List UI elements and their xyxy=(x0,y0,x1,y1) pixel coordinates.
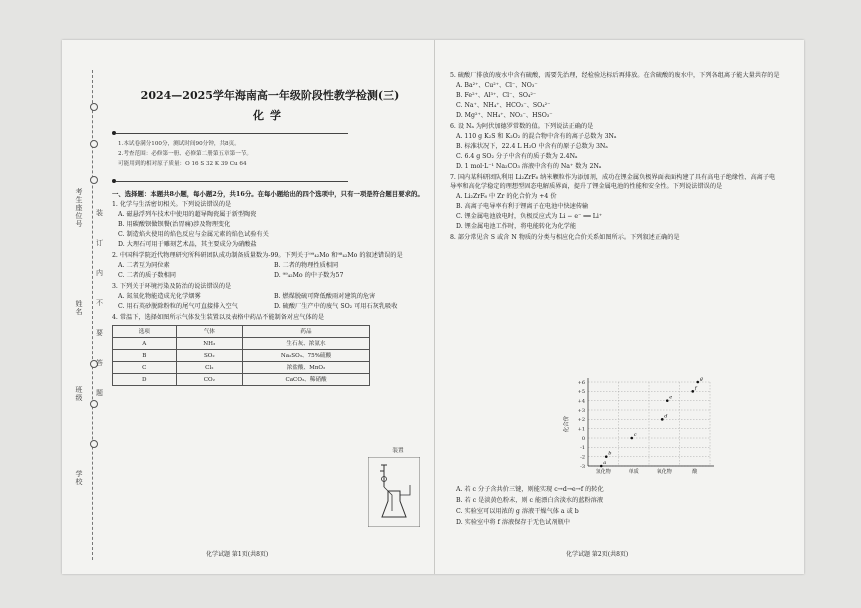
table-row xyxy=(113,350,370,362)
data-point xyxy=(661,418,664,421)
y-tick-label: +2 xyxy=(577,417,585,424)
option: D. ⁹⁹₄₂Mo 的中子数为57 xyxy=(274,272,344,280)
x-category-label: 单质 xyxy=(628,469,639,475)
binding-hole xyxy=(90,400,98,408)
q8-options xyxy=(450,484,780,528)
option: B. 高离子电导率有利于锂离子在电池中快速传输 xyxy=(456,202,589,210)
point-label: c xyxy=(633,432,637,438)
question-stem: 5. 硫酸厂排放的废水中含有硫酸，需要先治理，经检验达标后再排放。在含硫酸的废水中，下列各组离子能大量共存的是 xyxy=(450,72,780,79)
option: C. 二者的质子数相同 xyxy=(118,272,176,280)
table-cell: CaCO₃、稀硝酸 xyxy=(243,374,370,386)
option-row xyxy=(112,292,428,302)
question-stem: 3. 下列关于环境污染及防治的说法错误的是 xyxy=(112,283,232,291)
y-axis-label: 化合价 xyxy=(564,415,570,433)
note-item: 1.本试卷满分100分，测试时间90分钟，共8页。 xyxy=(118,140,240,147)
point-label: a xyxy=(603,460,607,466)
data-point xyxy=(691,390,694,393)
option: D. 锂金属电池工作时，将电能转化为化学能 xyxy=(456,222,577,230)
left-page xyxy=(112,88,428,386)
gas-generator-apparatus xyxy=(368,457,420,527)
table-cell: SO₂ xyxy=(176,350,242,362)
y-tick-label: +3 xyxy=(577,407,585,414)
binding-hole xyxy=(90,440,98,448)
data-point xyxy=(605,455,608,458)
label-class: 班级 xyxy=(75,386,83,402)
x-category-label: 酸 xyxy=(692,469,698,475)
question-stem: 6. 设 Nₐ 为阿伏加德罗常数的值。下列说法正确的是 xyxy=(450,122,594,130)
table-cell: D xyxy=(113,374,177,386)
binding-char: 题 xyxy=(96,389,103,397)
binding-hole xyxy=(90,103,98,111)
binding-hole xyxy=(90,176,98,184)
table-cell: C xyxy=(113,362,177,374)
table-cell: Na₂SO₃、75%硫酸 xyxy=(243,350,370,362)
data-point xyxy=(696,381,699,384)
binding-hole xyxy=(90,140,98,148)
option: D. 硫酸厂生产中的废气 SO₂ 可用石灰乳吸收 xyxy=(274,303,398,311)
option: D. 实验室中将 f 溶液保存于无色试剂瓶中 xyxy=(456,518,570,526)
question-stem: 7. 国内某科研团队利用 Li₂ZrF₆ 纳米颗粒作为添加剂，成功在锂金属负极界面表面构建了具有高电子绝缘性、高离子电导率和高化学稳定的理想型固态电解质界面，提升了锂金属电池的性能和安全性。下列说法错误的是 xyxy=(450,173,776,190)
y-tick-label: 0 xyxy=(581,435,585,442)
option: A. 若 c 分子含共价三键，则能实现 c→d→e→f 的转化 xyxy=(456,486,604,493)
section-heading: 一、选择题：本题共8小题，每小题2分，共16分。在每小题给出的四个选项中，只有一项是符合题目要求的。 xyxy=(112,190,424,199)
y-tick-label: -3 xyxy=(580,463,585,470)
option: B. 二者的物理性质相同 xyxy=(274,262,339,270)
option: A. Ba²⁺、Cu²⁺、Cl⁻、NO₃⁻ xyxy=(456,81,538,89)
point-label: f xyxy=(694,385,697,392)
x-category-label: 氢化物 xyxy=(595,469,611,475)
point-label: b xyxy=(608,450,612,457)
y-tick-label: +6 xyxy=(577,379,585,386)
option: A. 氮氧化物能造成光化学烟雾 xyxy=(118,293,201,301)
label-name: 姓名 xyxy=(75,300,83,316)
question-stem: 8. 部分常见含 S 或含 N 物质的分类与相应化合价关系如图所示。下列叙述正确的是 xyxy=(450,233,680,241)
binding-char: 要 xyxy=(96,329,103,337)
binding-char: 内 xyxy=(96,269,103,277)
option: C. 锂金属电池放电时，负极反应式为 Li − e⁻ ══ Li⁺ xyxy=(456,212,603,220)
table-header: 选项 xyxy=(113,326,177,338)
binding-char: 答 xyxy=(96,359,103,367)
option: B. 燃煤脱硫可降低酸雨对建筑的危害 xyxy=(274,293,376,301)
option: C. 制造焰火使用的焰色反应与金属元素的焰色试验有关 xyxy=(118,231,269,239)
exam-subject: 化学 xyxy=(253,108,287,122)
apparatus-header: 装置 xyxy=(392,448,404,454)
option: D. 大理石可用于雕刻艺术品，其主要成分为硝酸盐 xyxy=(118,241,257,249)
option: A. 110 g K₂S 和 K₂O₂ 的混合物中含有的离子总数为 3Nₐ xyxy=(456,132,617,140)
valence-chart xyxy=(560,374,750,478)
divider-bottom xyxy=(112,178,428,184)
option: D. Mg²⁺、NH₄⁺、NO₃⁻、HSO₃⁻ xyxy=(456,111,553,119)
table-header: 药品 xyxy=(243,326,370,338)
option-row xyxy=(112,261,428,271)
point-label: g xyxy=(699,376,703,382)
table-cell: 浓盐酸、MnO₂ xyxy=(243,362,370,374)
y-tick-label: +4 xyxy=(577,398,585,405)
data-point xyxy=(600,465,603,468)
table-cell: Cl₂ xyxy=(176,362,242,374)
note-item: 可能用到的相对原子质量：O 16 S 32 K 39 Cu 64 xyxy=(118,161,247,168)
binding-char: 装 xyxy=(96,209,103,217)
binding-char: 订 xyxy=(96,239,103,247)
right-page xyxy=(450,70,780,243)
exam-title: 2024—2025学年海南高一年级阶段性教学检测(三) xyxy=(140,89,400,102)
page-fold xyxy=(434,40,435,574)
y-tick-label: -2 xyxy=(580,454,585,461)
table-cell: NH₃ xyxy=(176,338,242,350)
table-row xyxy=(113,338,370,350)
table-header: 气体 xyxy=(176,326,242,338)
data-point xyxy=(666,399,669,402)
y-tick-label: -1 xyxy=(580,445,585,452)
question-stem: 4. 常温下，选择如图所示气体发生装置以及表格中药品不能制备对应气体的是 xyxy=(112,314,325,322)
option: A. 磁悬浮列车技术中使用的超导陶瓷属于新型陶瓷 xyxy=(118,211,257,219)
point-label: d xyxy=(664,413,668,420)
table-row xyxy=(113,362,370,374)
question-stem: 2. 中国科学院近代物理研究所科研团队成功制备质量数为-99。下列关于⁹⁹₄₂Mo 和⁹⁸₄₂Mo 的叙述错误的是 xyxy=(112,252,403,260)
label-school: 学校 xyxy=(75,470,83,486)
option: C. 实验室可以用浓的 g 溶液干燥气体 a 或 b xyxy=(456,507,579,515)
divider-top xyxy=(112,130,428,136)
table-row xyxy=(113,374,370,386)
option: C. 6.4 g SO₂ 分子中含有的质子数为 2.4Nₐ xyxy=(456,152,578,160)
page-footer-right: 化学试题 第2页(共8页) xyxy=(566,551,629,558)
table-cell: A xyxy=(113,338,177,350)
option: B. 用碳酸钡做钡餐(治胃痛)涉及物理变化 xyxy=(118,221,231,229)
binding-char: 不 xyxy=(96,299,103,307)
question-stem: 1. 化学与生活密切相关。下列说法错误的是 xyxy=(112,201,232,209)
x-category-label: 氧化物 xyxy=(656,469,672,475)
table-cell: CO₂ xyxy=(176,374,242,386)
option: C. 用石英砂脱除粉粒的尾气可直接排入空气 xyxy=(118,303,238,311)
note-item: 2.考查范围：必修第一册、必修第二册第五章第一节。 xyxy=(118,150,252,157)
label-seat-number: 考生座位号 xyxy=(75,188,83,228)
option-row xyxy=(112,271,428,281)
table-cell: 生石灰、浓氨水 xyxy=(243,338,370,350)
option: D. 1 mol·L⁻¹ Na₂CO₃ 溶液中含有的 Na⁺ 数为 2Nₐ xyxy=(456,162,602,170)
y-tick-label: +1 xyxy=(577,426,585,433)
page-footer-left: 化学试题 第1页(共8页) xyxy=(206,551,269,558)
y-tick-label: +5 xyxy=(577,389,585,396)
option-row xyxy=(112,302,428,312)
table-cell: B xyxy=(113,350,177,362)
point-label: e xyxy=(669,394,673,401)
option: B. Fe²⁺、Al³⁺、Cl⁻、SO₄²⁻ xyxy=(456,91,537,99)
option: A. 二者互为同位素 xyxy=(118,262,170,270)
option: B. 标准状况下，22.4 L H₂O 中含有的原子总数为 3Nₐ xyxy=(456,142,608,150)
reagent-table xyxy=(112,325,370,386)
option: A. Li₂ZrF₆ 中 Zr 的化合价为 +4 价 xyxy=(456,192,557,200)
option: B. 若 c 是淡黄色粉末，则 c 能漂白含淡水的蓝粉溶液 xyxy=(456,496,604,504)
option: C. Na⁺、NH₄⁺、HCO₃⁻、SO₄²⁻ xyxy=(456,101,551,109)
exam-notes xyxy=(118,140,428,168)
data-point xyxy=(630,437,633,440)
